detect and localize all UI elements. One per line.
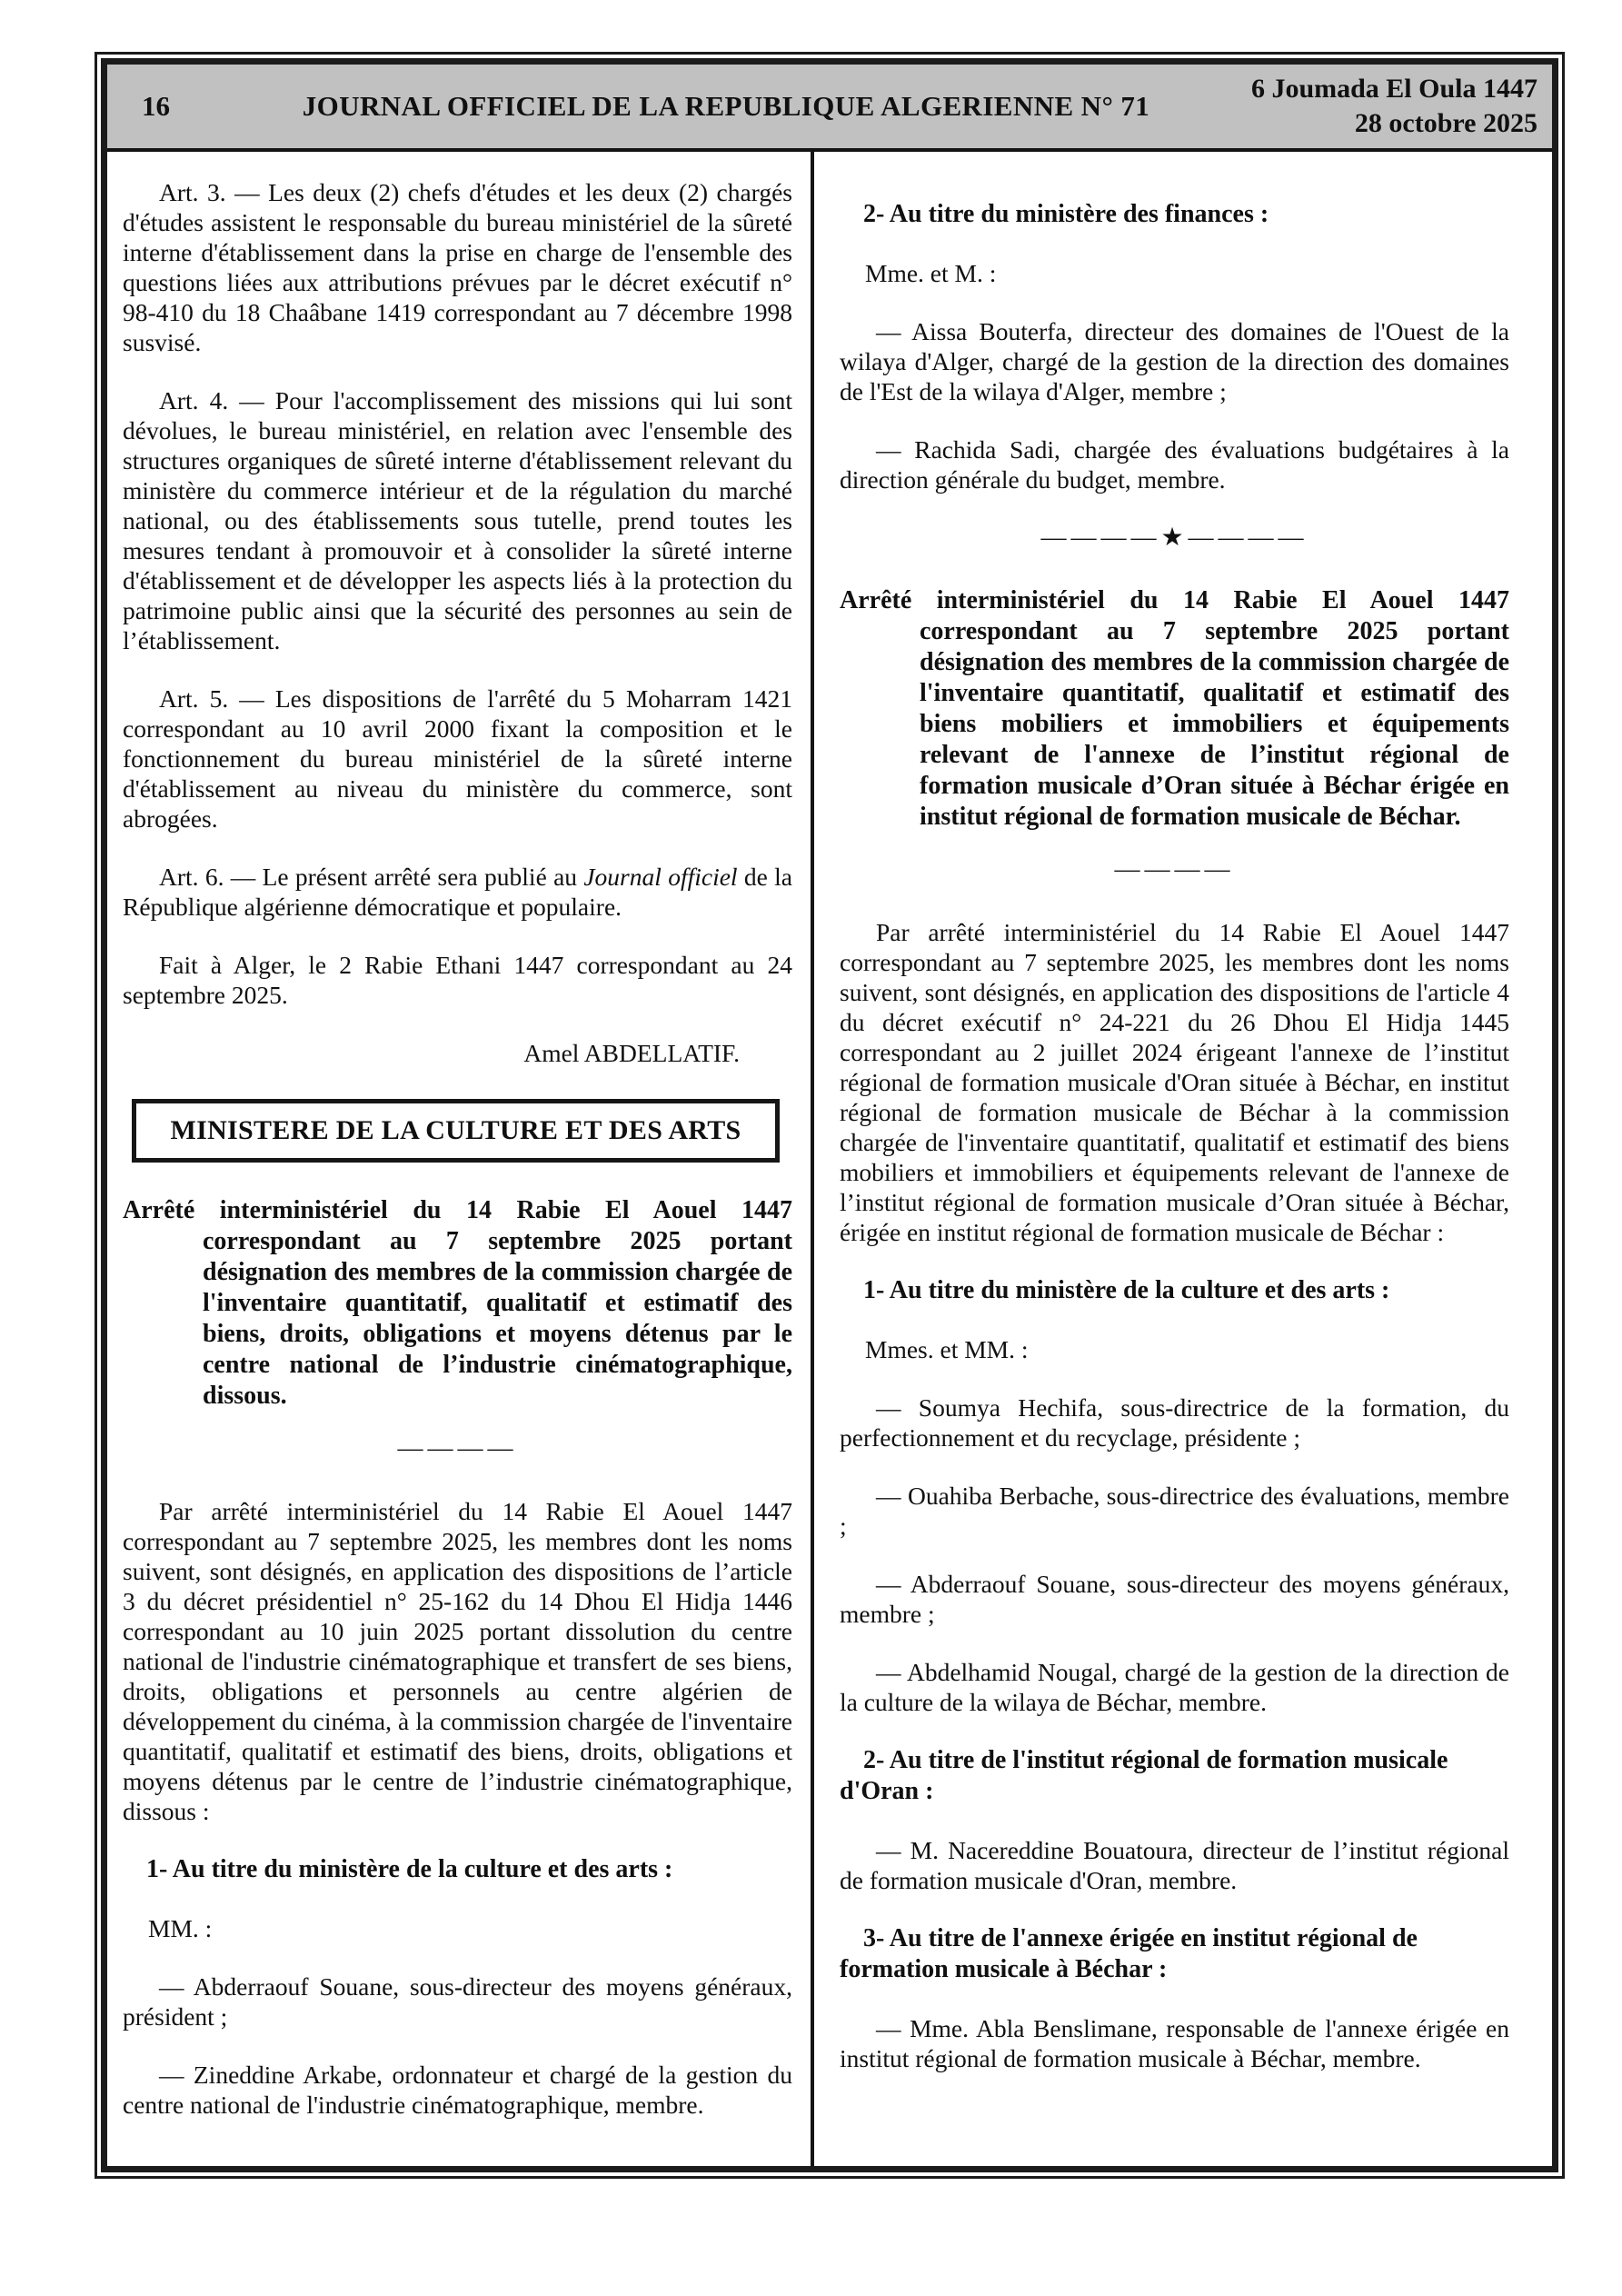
civility-line: Mme. et M. :	[865, 259, 997, 287]
article-6-paragraph	[123, 862, 792, 922]
date-place-paragraph: Fait à Alger, le 2 Rabie Ethani 1447 correspondant au 24 septembre 2025.	[123, 951, 792, 1009]
member-item: — Abdelhamid Nougal, chargé de la gestion de la direction de la culture de la wilaya de Béchar, membre.	[840, 1658, 1509, 1716]
article-3-paragraph: Art. 3. — Les deux (2) chefs d'études et les deux (2) chargés d'études assistent le responsable du bureau ministériel de la sûreté interne d'établissement dans la prise en charge de l'ensemble des questions liées aux attributions prévues par le décret exécutif n° 98-410 du 18 Chaâbane 1419 correspondant au 7 décembre 1998 susvisé.	[123, 178, 792, 356]
star-separator: ————★————	[1040, 524, 1309, 552]
member-item: — Zineddine Arkabe, ordonnateur et chargé de la gestion du centre national de l'industrie cinématographique, membre.	[123, 2061, 792, 2119]
member-item: — Aissa Bouterfa, directeur des domaines de l'Ouest de la wilaya d'Alger, chargé de la gestion de la direction des domaines de l'Est de la wilaya d'Alger, membre ;	[840, 317, 1509, 405]
issue-date-hijri: 6 Joumada El Oula 1447	[1250, 74, 1537, 104]
member-item: — Soumya Hechifa, sous-directrice de la formation, du perfectionnement et du recyclage, présidente ;	[840, 1393, 1509, 1452]
civility-line: Mmes. et MM. :	[865, 1335, 1029, 1363]
article-4-paragraph: Art. 4. — Pour l'accomplissement des missions qui lui sont dévolues, le bureau ministériel, en relation avec l'ensemble des structures organiques de sûreté interne d'établissement relevant du ministère du commerce intérieur et de la régulation du marché national, ou des établissements sous tutelle, prend toutes les mesures tendant à promouvoir et à consolider la sûreté interne d'établissement et de développer les aspects liés à la protection du patrimoine public ainsi que la sécurité des personnes au sein de l’établissement.	[123, 386, 792, 654]
member-item: — M. Nacereddine Bouatoura, directeur de l’institut régional de formation musicale d'Oran, membre.	[840, 1836, 1509, 1894]
decree-intro-paragraph: Par arrêté interministériel du 14 Rabie El Aouel 1447 correspondant au 7 septembre 2025, les membres dont les noms suivent, sont désignés, en application des dispositions de l’article 3 du décret présidentiel n° 25-162 du 14 Dhou El Hidja 1446 correspondant au 10 juin 2025 portant dissolution du centre national de l'industrie cinématographique et transfert de ses biens, droits, obligations et personnels au centre algérien de développement du cinéma, à la commission chargée de l'inventaire quantitatif, qualitatif et estimatif des biens, droits, obligations et moyens détenus par le centre de l’industrie cinématographique, dissous :	[123, 1497, 792, 1825]
page-frame	[95, 52, 1565, 2179]
section-heading-annexe-bechar: 3- Au titre de l'annexe érigée en institut régional de formation musicale à Béchar :	[840, 1924, 1418, 1983]
member-item: — Abderraouf Souane, sous-directeur des moyens généraux, membre ;	[840, 1570, 1509, 1628]
decree-title-heading: Arrêté interministériel du 14 Rabie El Aouel 1447 correspondant au 7 septembre 2025 portant désignation des membres de la commission chargée de l'inventaire quantitatif, qualitatif et estimatif des biens mobiliers et immobiliers et équipements relevant de l'annexe de l’institut régional de formation musicale d’Oran située à Béchar érigée en institut régional de formation musicale de Béchar.	[840, 586, 1509, 831]
column-divider	[811, 152, 814, 2166]
member-item: — Ouahiba Berbache, sous-directrice des évaluations, membre ;	[840, 1482, 1509, 1540]
journal-officiel-italic: Journal officiel	[583, 863, 738, 891]
signature: Amel ABDELLATIF.	[523, 1039, 740, 1067]
page-frame-inner	[101, 58, 1558, 2172]
section-heading-culture: 1- Au titre du ministère de la culture et des arts :	[146, 1855, 673, 1883]
page-number: 16	[142, 90, 170, 122]
masthead	[107, 65, 1552, 152]
civility-line: MM. :	[148, 1914, 213, 1942]
member-item: — Rachida Sadi, chargée des évaluations budgétaires à la direction générale du budget, membre.	[840, 435, 1509, 494]
issue-date	[1238, 72, 1552, 141]
decree-intro-paragraph: Par arrêté interministériel du 14 Rabie El Aouel 1447 correspondant au 7 septembre 2025, les membres dont les noms suivent, sont désignés, en application des dispositions de l'article 4 du décret exécutif n° 24-221 du 26 Dhou El Hidja 1445 correspondant au 2 juillet 2024 érigeant l'annexe de l’institut régional de formation musicale d'Oran située à Béchar, en institut régional de formation musicale de Béchar à la commission chargée de l'inventaire quantitatif, qualitatif et estimatif des biens mobiliers et immobiliers et équipements relevant de l'annexe de l’institut régional de formation musicale d’Oran située à Béchar, érigée en institut régional de formation musicale de Béchar :	[840, 918, 1509, 1246]
right-column	[840, 177, 1509, 2101]
section-heading-finances: 2- Au titre du ministère des finances :	[863, 200, 1269, 228]
dash-separator: ————	[397, 1434, 518, 1462]
section-heading-institut-oran: 2- Au titre de l'institut régional de formation musicale d'Oran :	[840, 1746, 1448, 1805]
article-5-paragraph: Art. 5. — Les dispositions de l'arrêté du 5 Moharram 1421 correspondant au 10 avril 2000 fixant la composition et le fonctionnement du bureau ministériel de la sûreté interne d'établissement au niveau du ministère du commerce, sont abrogées.	[123, 684, 792, 833]
ministry-box-title: MINISTERE DE LA CULTURE ET DES ARTS	[132, 1099, 780, 1163]
page-body	[107, 152, 1552, 2166]
decree-title-heading: Arrêté interministériel du 14 Rabie El Aouel 1447 correspondant au 7 septembre 2025 portant désignation des membres de la commission chargée de l'inventaire quantitatif, qualitatif et estimatif des biens, droits, obligations et moyens détenus par le centre national de l’industrie cinématographique, dissous.	[123, 1196, 792, 1410]
article-6-text-end: de la République algérienne démocratique et populaire.	[123, 863, 792, 921]
issue-date-gregorian: 28 octobre 2025	[1354, 108, 1537, 138]
journal-title: JOURNAL OFFICIEL DE LA REPUBLIQUE ALGERIENNE N° 71	[302, 90, 1150, 122]
left-column	[123, 177, 792, 2148]
section-heading-culture: 1- Au titre du ministère de la culture et des arts :	[863, 1276, 1390, 1304]
dash-separator: ————	[1114, 855, 1235, 883]
article-6-text: Art. 6. — Le présent arrêté sera publié au	[159, 863, 584, 891]
member-item: — Abderraouf Souane, sous-directeur des moyens généraux, président ;	[123, 1972, 792, 2031]
member-item: — Mme. Abla Benslimane, responsable de l'annexe érigée en institut régional de formation musicale à Béchar, membre.	[840, 2014, 1509, 2072]
